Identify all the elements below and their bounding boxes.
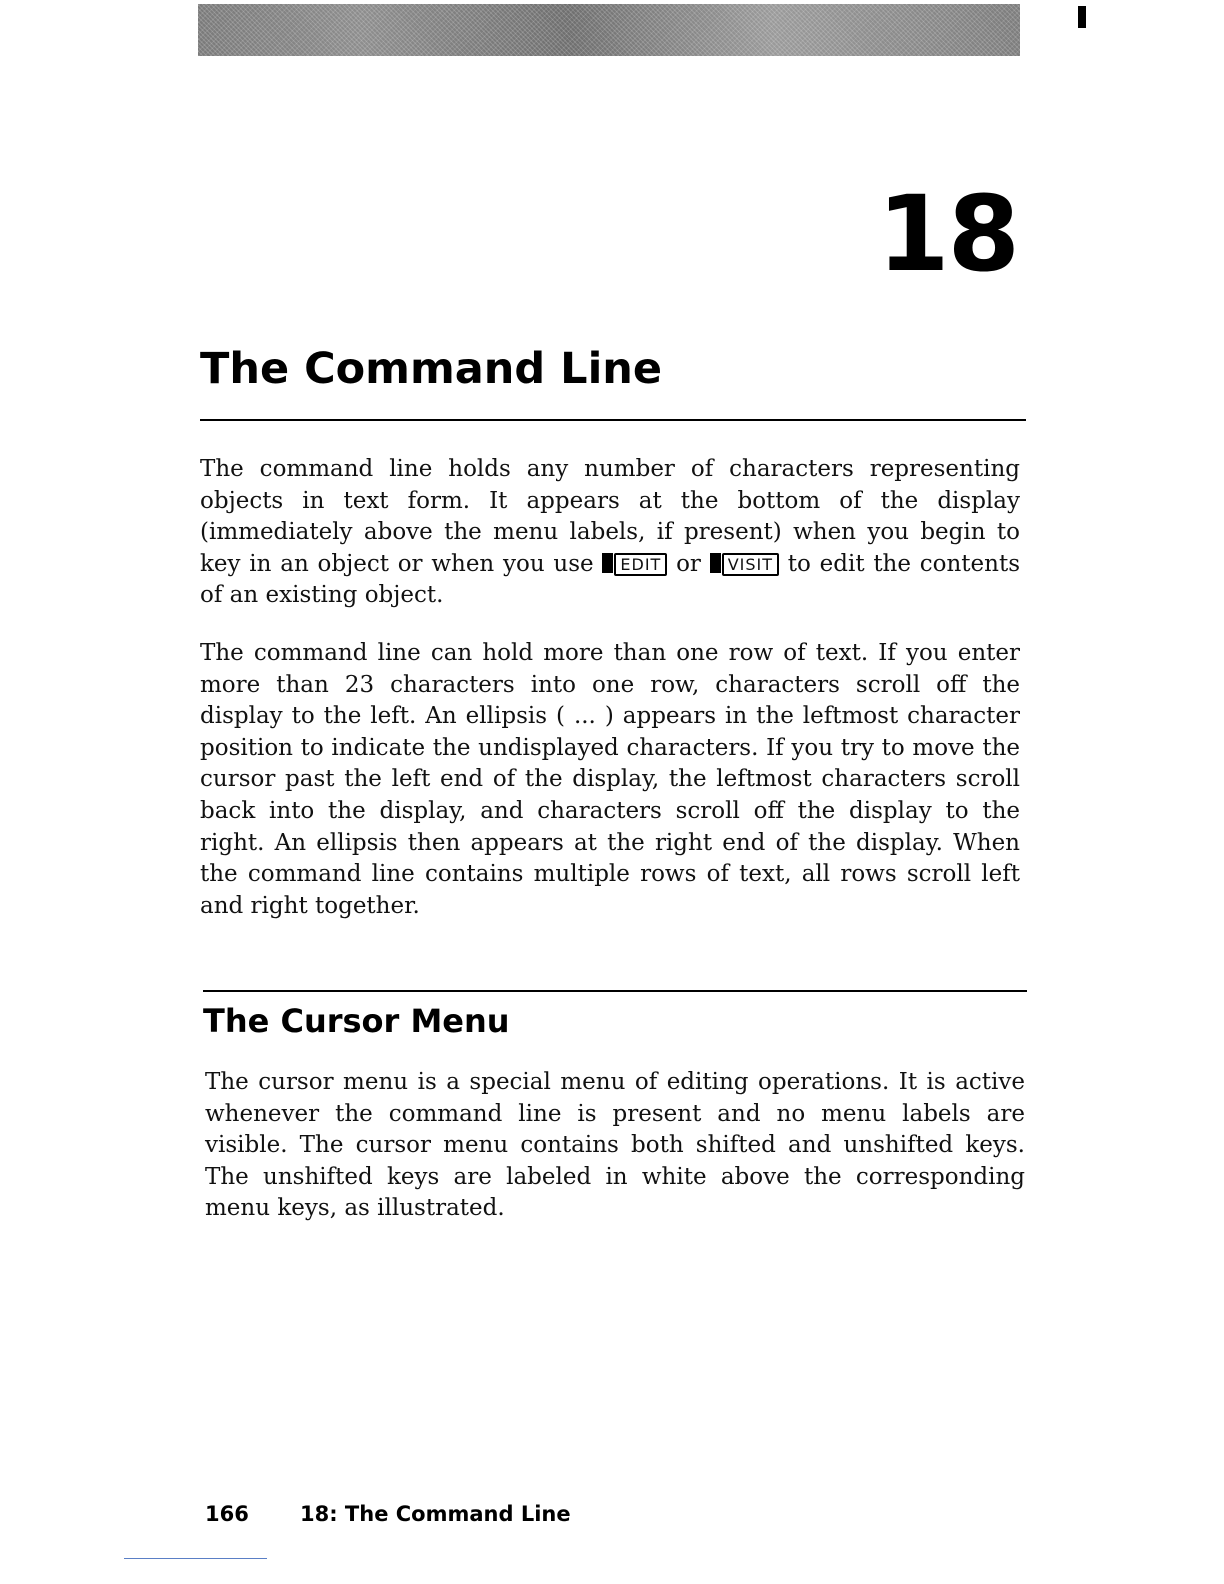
shift-key-icon	[602, 553, 613, 573]
section-rule	[203, 990, 1027, 992]
paragraph-scrolling: The command line can hold more than one row of text. If you enter more than 23 characters into one row, characters scroll off the display to the left. An ellipsis ( ... ) appears in the leftmost character position to indicate the undisplayed characters. If you try to move the cursor past the left end of the display, the leftmost characters scroll back into the display, and characters scroll off the display to the right. An ellipsis then appears at the right end of the display. When the command line contains multiple rows of text, all rows scroll left and right together.	[200, 640, 1020, 919]
running-title: 18: The Command Line	[300, 1502, 571, 1526]
shift-key-icon	[710, 553, 721, 573]
page-footer	[205, 1504, 571, 1525]
chapter-number: 18	[877, 173, 1018, 295]
corner-mark	[1078, 6, 1086, 28]
page-number: 166	[205, 1502, 249, 1526]
edit-key: EDIT	[614, 553, 667, 576]
section-title: The Cursor Menu	[203, 1002, 510, 1040]
visit-key: VISIT	[722, 553, 779, 576]
paragraph-text: The command line holds any number of characters representing objects in text form. It appears at the bottom of the display (immediately above the menu labels, if present) when you begin to key in an object or when you use	[200, 456, 1020, 577]
paragraph-cursor-menu: The cursor menu is a special menu of editing operations. It is active whenever the command line is present and no menu labels are visible. The cursor menu contains both shifted and unshifted keys. The unshifted keys are labeled in white above the corresponding menu keys, as illustrated.	[205, 1069, 1025, 1222]
footnote-rule	[124, 1558, 267, 1559]
paragraph-text: to edit the contents of an existing object.	[200, 550, 1020, 609]
chapter-title-rule	[200, 419, 1026, 421]
paragraph-text: or	[667, 550, 710, 577]
chapter-title: The Command Line	[200, 344, 663, 394]
header-band	[198, 4, 1020, 56]
paragraph-command-line-intro	[200, 454, 1020, 612]
